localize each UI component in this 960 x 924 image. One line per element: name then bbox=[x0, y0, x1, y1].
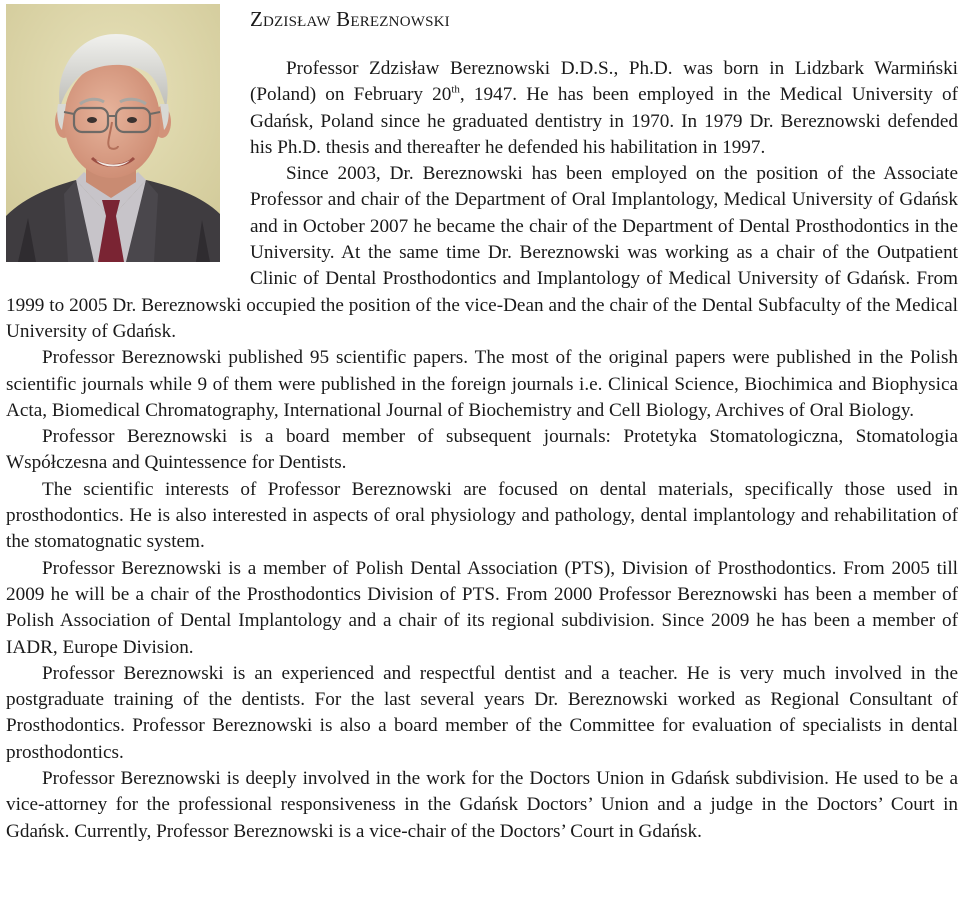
bio-paragraph-7: Professor Bereznowski is an experienced and respectful dentist and a teacher. He is very much involved in the postgraduate training of the dentists. For the last several years Dr. Bereznowski worked as Regional Consultant of Prosthodontics. Professor Bereznowski is also a board member of the Committee for evaluation of specialists in dental prosthodontics. bbox=[6, 662, 958, 763]
bio-paragraph-4: Professor Bereznowski is a board member of subsequent journals: Protetyka Stomatologiczna, Stomatologia Współczesna and Quintessence for Dentists. bbox=[6, 426, 958, 474]
bio-paragraph-2: Since 2003, Dr. Bereznowski has been employed on the position of the Associate Professor and chair of the Department of Oral Implantology, Medical University of Gdańsk and in October 2007 he became the chair of the Department of Dental Prosthodontics in the University. At the same time Dr. Bereznowski was working as a chair of the Outpatient Clinic of Dental Prosthodontics and Implantology of Medical University of Gdańsk. From 1999 to 2005 Dr. Bereznowski occupied the position of the vice-Dean and the chair of the Dental Subfaculty of the Medical University of Gdańsk. bbox=[6, 163, 958, 342]
bio-paragraph-5: The scientific interests of Professor Bereznowski are focused on dental materials, specifically those used in prosthodontics. He is also interested in aspects of oral physiology and pathology, dental implantology and rehabilitation of the stomatognatic system. bbox=[6, 478, 958, 553]
portrait-photo bbox=[6, 4, 220, 262]
page-title: Zdzisław Bereznowski bbox=[250, 7, 450, 31]
bio-paragraph-3: Professor Bereznowski published 95 scientific papers. The most of the original papers were published in the Polish scientific journals while 9 of them were published in the foreign journals i.e. Clinical Science, Biochimica and Biophysica Acta, Biomedical Chromatography, International Journal of Biochemistry and Cell Biology, Archives of Oral Biology. bbox=[6, 347, 958, 421]
bio-paragraph-1-text-b: , 1947. He has been employed in the Medical University of Gdańsk, Poland since he graduated dentistry in 1970. In 1979 Dr. Bereznowski defended his Ph.D. thesis and thereafter he defended his habilitation in 1997. bbox=[250, 84, 958, 158]
bio-paragraph-8: Professor Bereznowski is deeply involved in the work for the Doctors Union in Gdańsk subdivision. He used to be a vice-attorney for the professional responsiveness in the Gdańsk Doctors’ Union and a judge in the Doctors’ Court in Gdańsk. Currently, Professor Bereznowski is a vice-chair of the Doctors’ Court in Gdańsk. bbox=[6, 768, 958, 842]
portrait-photo-icon bbox=[6, 4, 220, 262]
date-ordinal-suffix: th bbox=[451, 83, 460, 96]
bio-paragraph-6: Professor Bereznowski is a member of Polish Dental Association (PTS), Division of Prosthodontics. From 2005 till 2009 he will be a chair of the Prosthodontics Division of PTS. From 2000 Professor Bereznowski has been a member of Polish Association of Dental Implantology and a chair of its regional subdivision. Since 2009 he has been a member of IADR, Europe Division. bbox=[6, 557, 958, 658]
biography-page bbox=[6, 0, 958, 924]
bio-paragraph-1-text-a: Professor Zdzisław Bereznowski D.D.S., Ph.D. was born in Lidzbark Warmiński (Poland) on February 20 bbox=[250, 58, 958, 106]
